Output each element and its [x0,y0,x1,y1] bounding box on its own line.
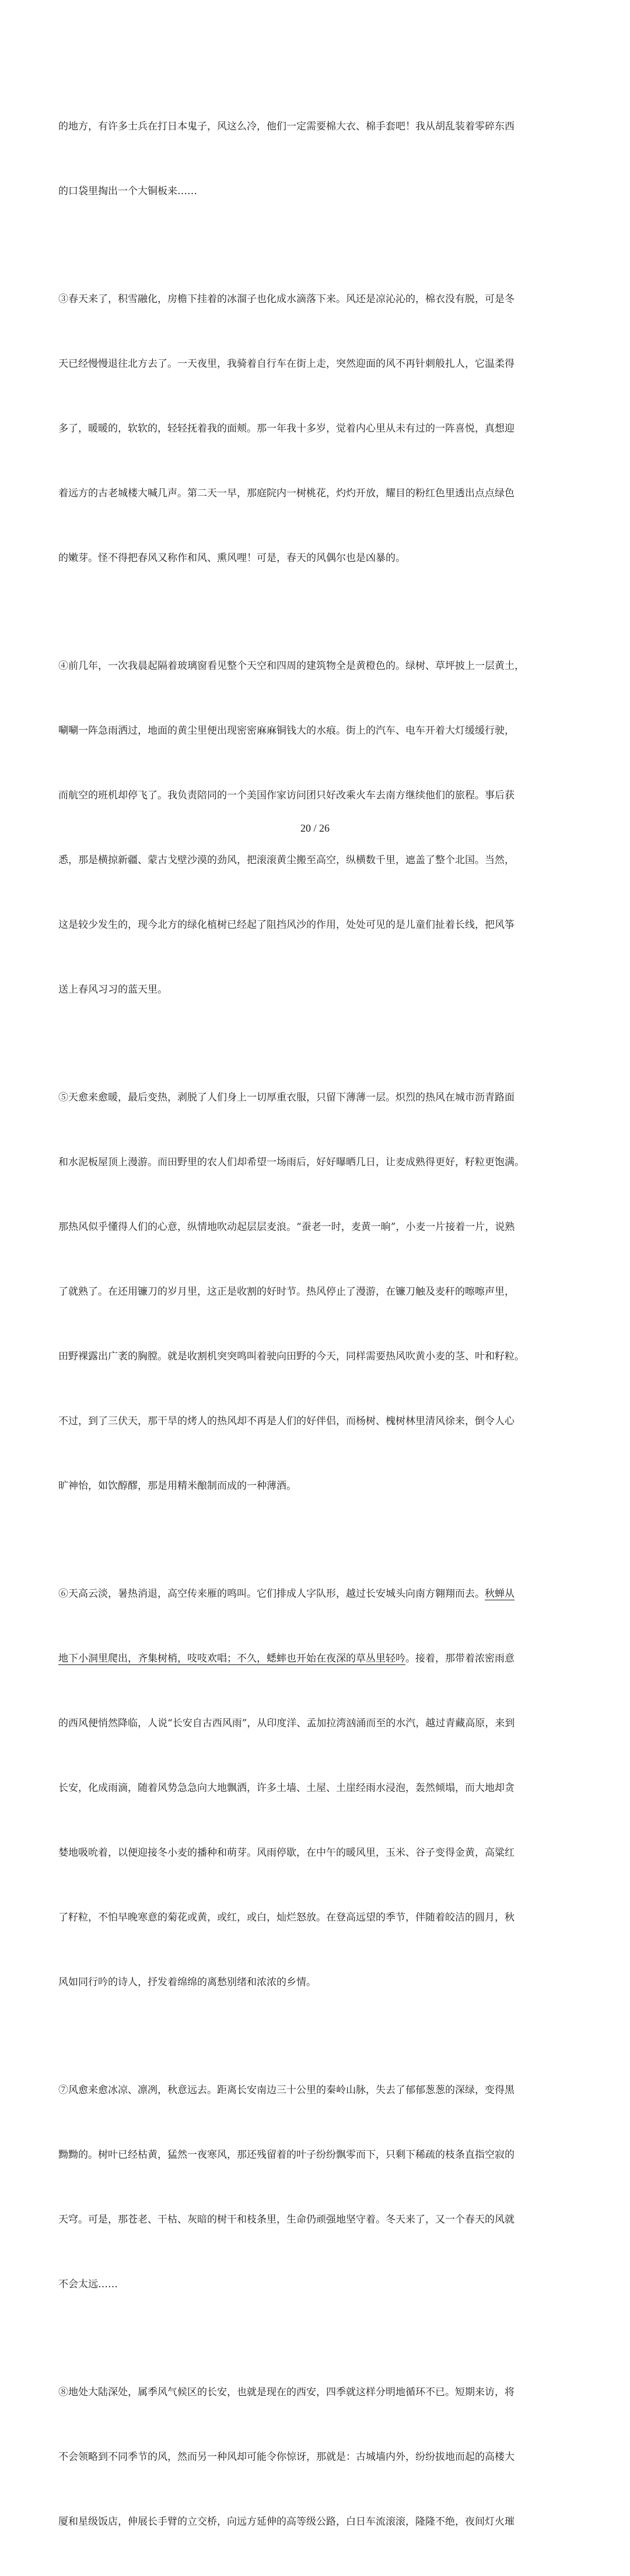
text-line: 着远方的古老城楼大喊几声。第二天一早，那庭院内一树桃花，灼灼开放，耀目的粉红色里透出点点绿色 [58,488,514,499]
text-line: ④前几年，一次我晨起隔着玻璃窗看见整个天空和四周的建筑物全是黄橙色的。绿树、草坪披上一层黄土， [58,660,524,672]
text-line: 风如同行吟的诗人，抒发着绵绵的离愁别绪和浓浓的乡情。 [58,1976,316,1988]
text-line: ⑤天愈来愈暖，最后变热，剥脱了人们身上一切厚重衣服，只留下薄薄一层。炽烈的热风在城市沥青路面 [58,1092,514,1103]
text-line: ⑧地处大陆深处，属季风气候区的长安，也就是现在的西安，四季就这样分明地循环不已。短期来访，将 [58,2386,514,2398]
text-line [58,1648,575,1670]
text-line: 婪地吸吮着，以便迎接冬小麦的播种和萌芽。风雨停歇，在中午的暖风里，玉米、谷子变得金黄，高粱红 [58,1847,514,1859]
text-line: 那热风似乎懂得人们的心意，纵情地吹动起层层麦浪。“蚕老一时，麦黄一晌”，小麦一片接着一片，说熟 [58,1221,515,1233]
text-line: 了籽粒，不怕早晚寒意的菊花或黄，或红，或白，灿烂怒放。在登高远望的季节，伴随着皎洁的圆月，秋 [58,1912,514,1923]
text-segment: ⑥天高云淡，暑热消退，高空传来雁的鸣叫。它们排成人字队形，越过长安城头向南方翱翔而去。 [58,1588,485,1600]
text-line: 天穹。可是，那苍老、干枯、灰暗的树干和枝条里，生命仍顽强地坚守着。冬天来了，又一个春天的风就 [58,2214,514,2225]
text-line: 不会太远…… [58,2279,118,2290]
text-line: ⑦风愈来愈冰凉、凛冽，秋意远去。距离长安南边三十公里的秦岭山脉，失去了郁郁葱葱的深绿，变得黑 [58,2084,514,2096]
paragraph-3 [58,246,575,612]
text-line: ③春天来了，积雪融化，房檐下挂着的冰溜子也化成水滴落下来。风还是凉沁沁的，棉衣没有脱，可是冬 [58,293,514,305]
text-line: 的地方，有许多士兵在打日本鬼子，风这么冷，他们一定需要棉大衣、棉手套吧！我从胡乱装着零碎东西 [58,121,514,132]
text-line: 的嫩芽。怪不得把春风又称作和风、熏风哩！可是，春天的风偶尔也是凶暴的。 [58,552,405,564]
paragraph-7 [58,2037,575,2339]
text-line: 田野裸露出广袤的胸膛。就是收割机突突鸣叫着驶向田野的今天，同样需要热风吹黄小麦的茎、叶和籽粒。 [58,1351,524,1362]
underlined-sentence: 秋蝉从 [485,1588,514,1600]
text-line: 长安，化成雨滴，随着风势急急向大地飘洒，许多土墙、土屋、土崖经雨水浸泡，轰然倾塌，而大地却贪 [58,1782,514,1794]
paragraph-5 [58,1044,575,1540]
text-line [58,1583,575,1605]
document-body [58,73,575,2576]
text-line: 不会领略到不同季节的风，然而另一种风却可能令你惊讶，那就是：古城墙内外，纷纷拔地而起的高楼大 [58,2451,514,2463]
text-line: 的口袋里掏出一个大铜板来…… [58,185,197,197]
text-line: 了就熟了。在还用镰刀的岁月里，这正是收割的好时节。热风停止了漫游，在镰刀触及麦秆的嚓嚓声里， [58,1286,514,1298]
page-number: 20 / 26 [300,822,330,834]
text-line: 多了，暖暖的，软软的，轻轻抚着我的面颊。那一年我十多岁，觉着内心里从未有过的一阵喜悦，真想迎 [58,423,514,434]
paragraph-continuation [58,73,575,246]
text-line: 和水泥板屋顶上漫游。而田野里的农人们却希望一场雨后，好好曝晒几日，让麦成熟得更好，籽粒更饱满。 [58,1156,524,1168]
paragraph-8 [58,2339,575,2576]
text-line: 旷神怡，如饮醇醪，那是用精米酿制而成的一种薄酒。 [58,1480,296,1492]
text-line: 黝黝的。树叶已经枯黄，猛然一夜寒风，那还残留着的叶子纷纷飘零而下，只剩下稀疏的枝条直指空寂的 [58,2149,514,2161]
text-line: 这是较少发生的，现今北方的绿化植树已经起了阻挡风沙的作用，处处可见的是儿童们扯着长线，把风筝 [58,919,514,931]
underlined-sentence: 地下小洞里爬出，齐集树梢，吱吱欢唱；不久，蟋蟀也开始在夜深的草丛里轻吟 [58,1653,405,1664]
paragraph-6 [58,1540,575,2037]
text-segment: 。接着，那带着浓密雨意 [405,1653,514,1664]
text-line: 而航空的班机却停飞了。我负责陪同的一个美国作家访问团只好改乘火车去南方继续他们的旅程。事后获 [58,790,514,801]
text-line: 厦和星级饭店，伸展长手臂的立交桥，向远方延伸的高等级公路，白日车流滚滚，隆隆不绝，夜间灯火璀 [58,2516,514,2528]
text-line: 天已经慢慢退往北方去了。一天夜里，我骑着自行车在街上走，突然迎面的风不再针刺般扎人，它温柔得 [58,358,514,370]
text-line: 送上春风习习的蓝天里。 [58,984,167,996]
text-line: 的西风便悄然降临，人说“长安自古西风雨”，从印度洋、孟加拉湾汹涌而至的水汽，越过青藏高原，来到 [58,1718,515,1729]
text-line: 不过，到了三伏天，那干旱的烤人的热风却不再是人们的好伴侣，而杨树、槐树林里清风徐来，倒令人心 [58,1415,514,1427]
text-line: 唰唰一阵急雨洒过，地面的黄尘里便出现密密麻麻铜钱大的水痕。街上的汽车、电车开着大灯缓缓行驶， [58,725,514,737]
text-line: 悉，那是横掠新疆、蒙古戈壁沙漠的劲风，把滚滚黄尘搬至高空，纵横数千里，遮盖了整个北国。当然， [58,854,514,866]
